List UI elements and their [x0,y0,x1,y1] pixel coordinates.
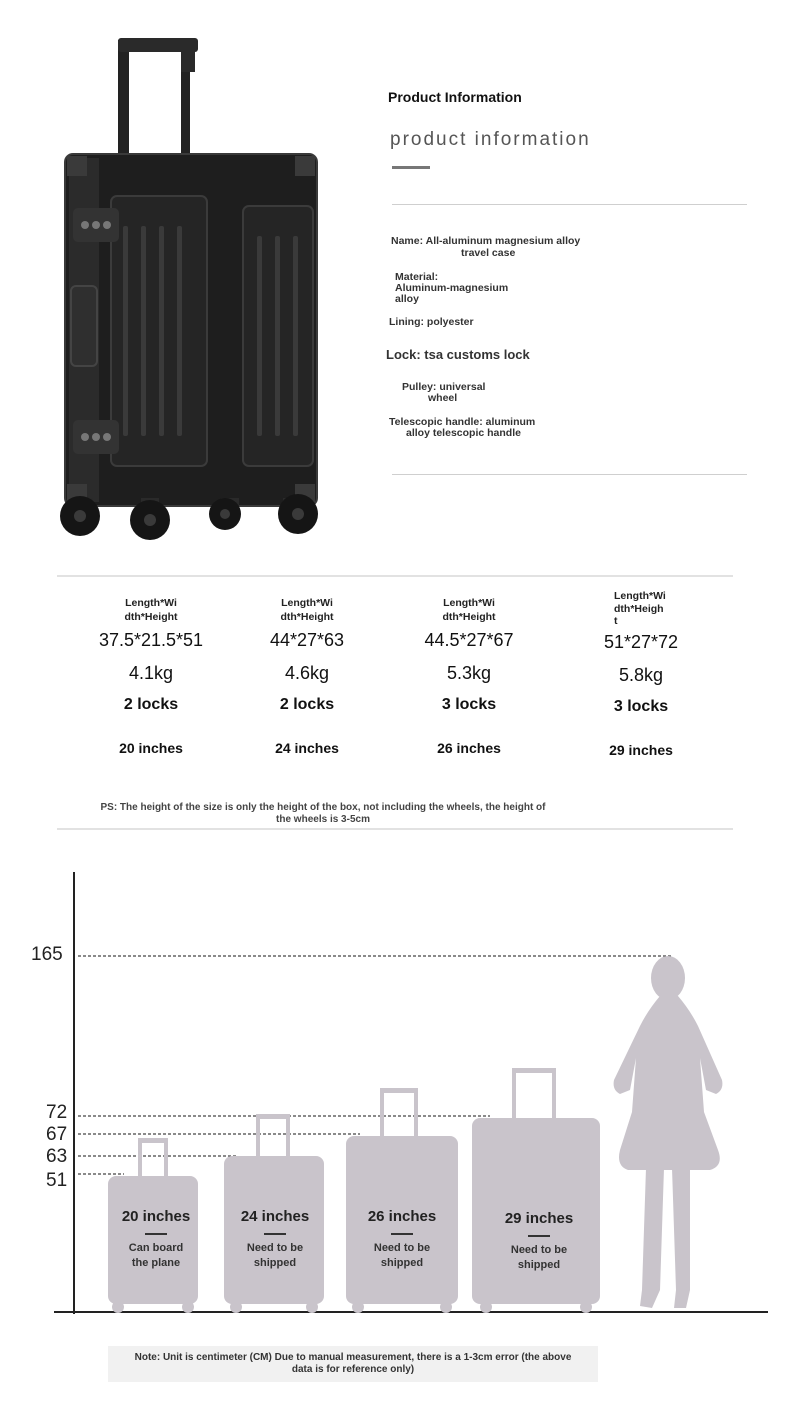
locks-value: 3 locks [441,696,497,713]
inches-value: 24 inches [275,740,339,756]
divider [392,474,747,475]
height-label-165: 165 [31,944,63,965]
height-label-67: 67 [46,1124,68,1145]
weight-value: 5.3kg [446,663,492,683]
dimensions-value: 51*27*72 [603,631,679,652]
size-comparison [0,850,790,1330]
height-label-72: 72 [46,1102,68,1123]
divider [392,204,747,205]
case-label-26: 26 inches Need to be shipped [367,1208,437,1269]
spec-name: Name: All-aluminum magnesium alloy travel case [391,235,581,259]
weight-value: 4.1kg [128,663,174,683]
dimension-label: Length*Wi dth*Height [124,597,178,623]
size-specs [0,590,790,796]
case-label-29: 29 inches Need to be shipped [504,1210,574,1271]
dimension-label: Length*Wi dth*Height [280,597,334,623]
weight-value: 5.8kg [618,664,664,685]
spec-pulley: Pulley: universal wheel [402,381,486,404]
dimension-label: Length*Wi dth*Height [442,597,496,623]
size-column-24 [242,596,372,756]
inches-value: 20 inches [119,740,183,756]
height-label-51: 51 [46,1170,68,1191]
inches-value: 29 inches [609,741,673,758]
spec-lock: Lock: tsa customs lock [386,347,530,362]
ps-note: PS: The height of the size is only the height of the box, not including the wheels, the height of the wheels is 3-5cm [100,802,546,825]
person-silhouette [614,956,723,1308]
spec-material: Material: Aluminum-magnesium alloy [395,271,509,305]
size-column-20 [86,596,216,756]
measurement-note: Note: Unit is centimeter (CM) Due to manual measurement, there is a 1-3cm error (the above data is for reference only) [108,1346,598,1382]
product-overview [0,0,790,560]
spec-telescopic-handle: Telescopic handle: aluminum alloy telescopic handle [389,416,536,439]
case-label-24: 24 inches Need to be shipped [240,1208,310,1269]
locks-value: 2 locks [123,696,179,713]
spec-lining: Lining: polyester [389,316,474,328]
weight-value: 4.6kg [284,663,330,683]
dimensions-value: 44*27*63 [269,630,345,650]
case-silhouette-26 [346,1088,458,1313]
locks-value: 3 locks [613,697,669,715]
inches-value: 26 inches [437,740,501,756]
dimension-label: Length*Wi dth*Heigh t [614,590,666,627]
product-info-heading: Product Information [388,89,522,105]
case-label-20: 20 inches Can board the plane [121,1208,191,1269]
section-divider [57,828,733,830]
section-divider [57,575,733,577]
product-info-panel [386,0,766,560]
dimensions-value: 37.5*21.5*51 [98,630,204,650]
size-column-29 [576,590,706,758]
locks-value: 2 locks [279,696,335,713]
accent-divider [392,166,430,169]
suitcase-image [55,36,325,542]
dimensions-value: 44.5*27*67 [424,630,514,650]
height-label-63: 63 [46,1146,68,1167]
case-silhouette-29 [472,1068,600,1313]
product-info-subheading: product information [390,129,591,150]
size-column-26 [404,596,534,756]
